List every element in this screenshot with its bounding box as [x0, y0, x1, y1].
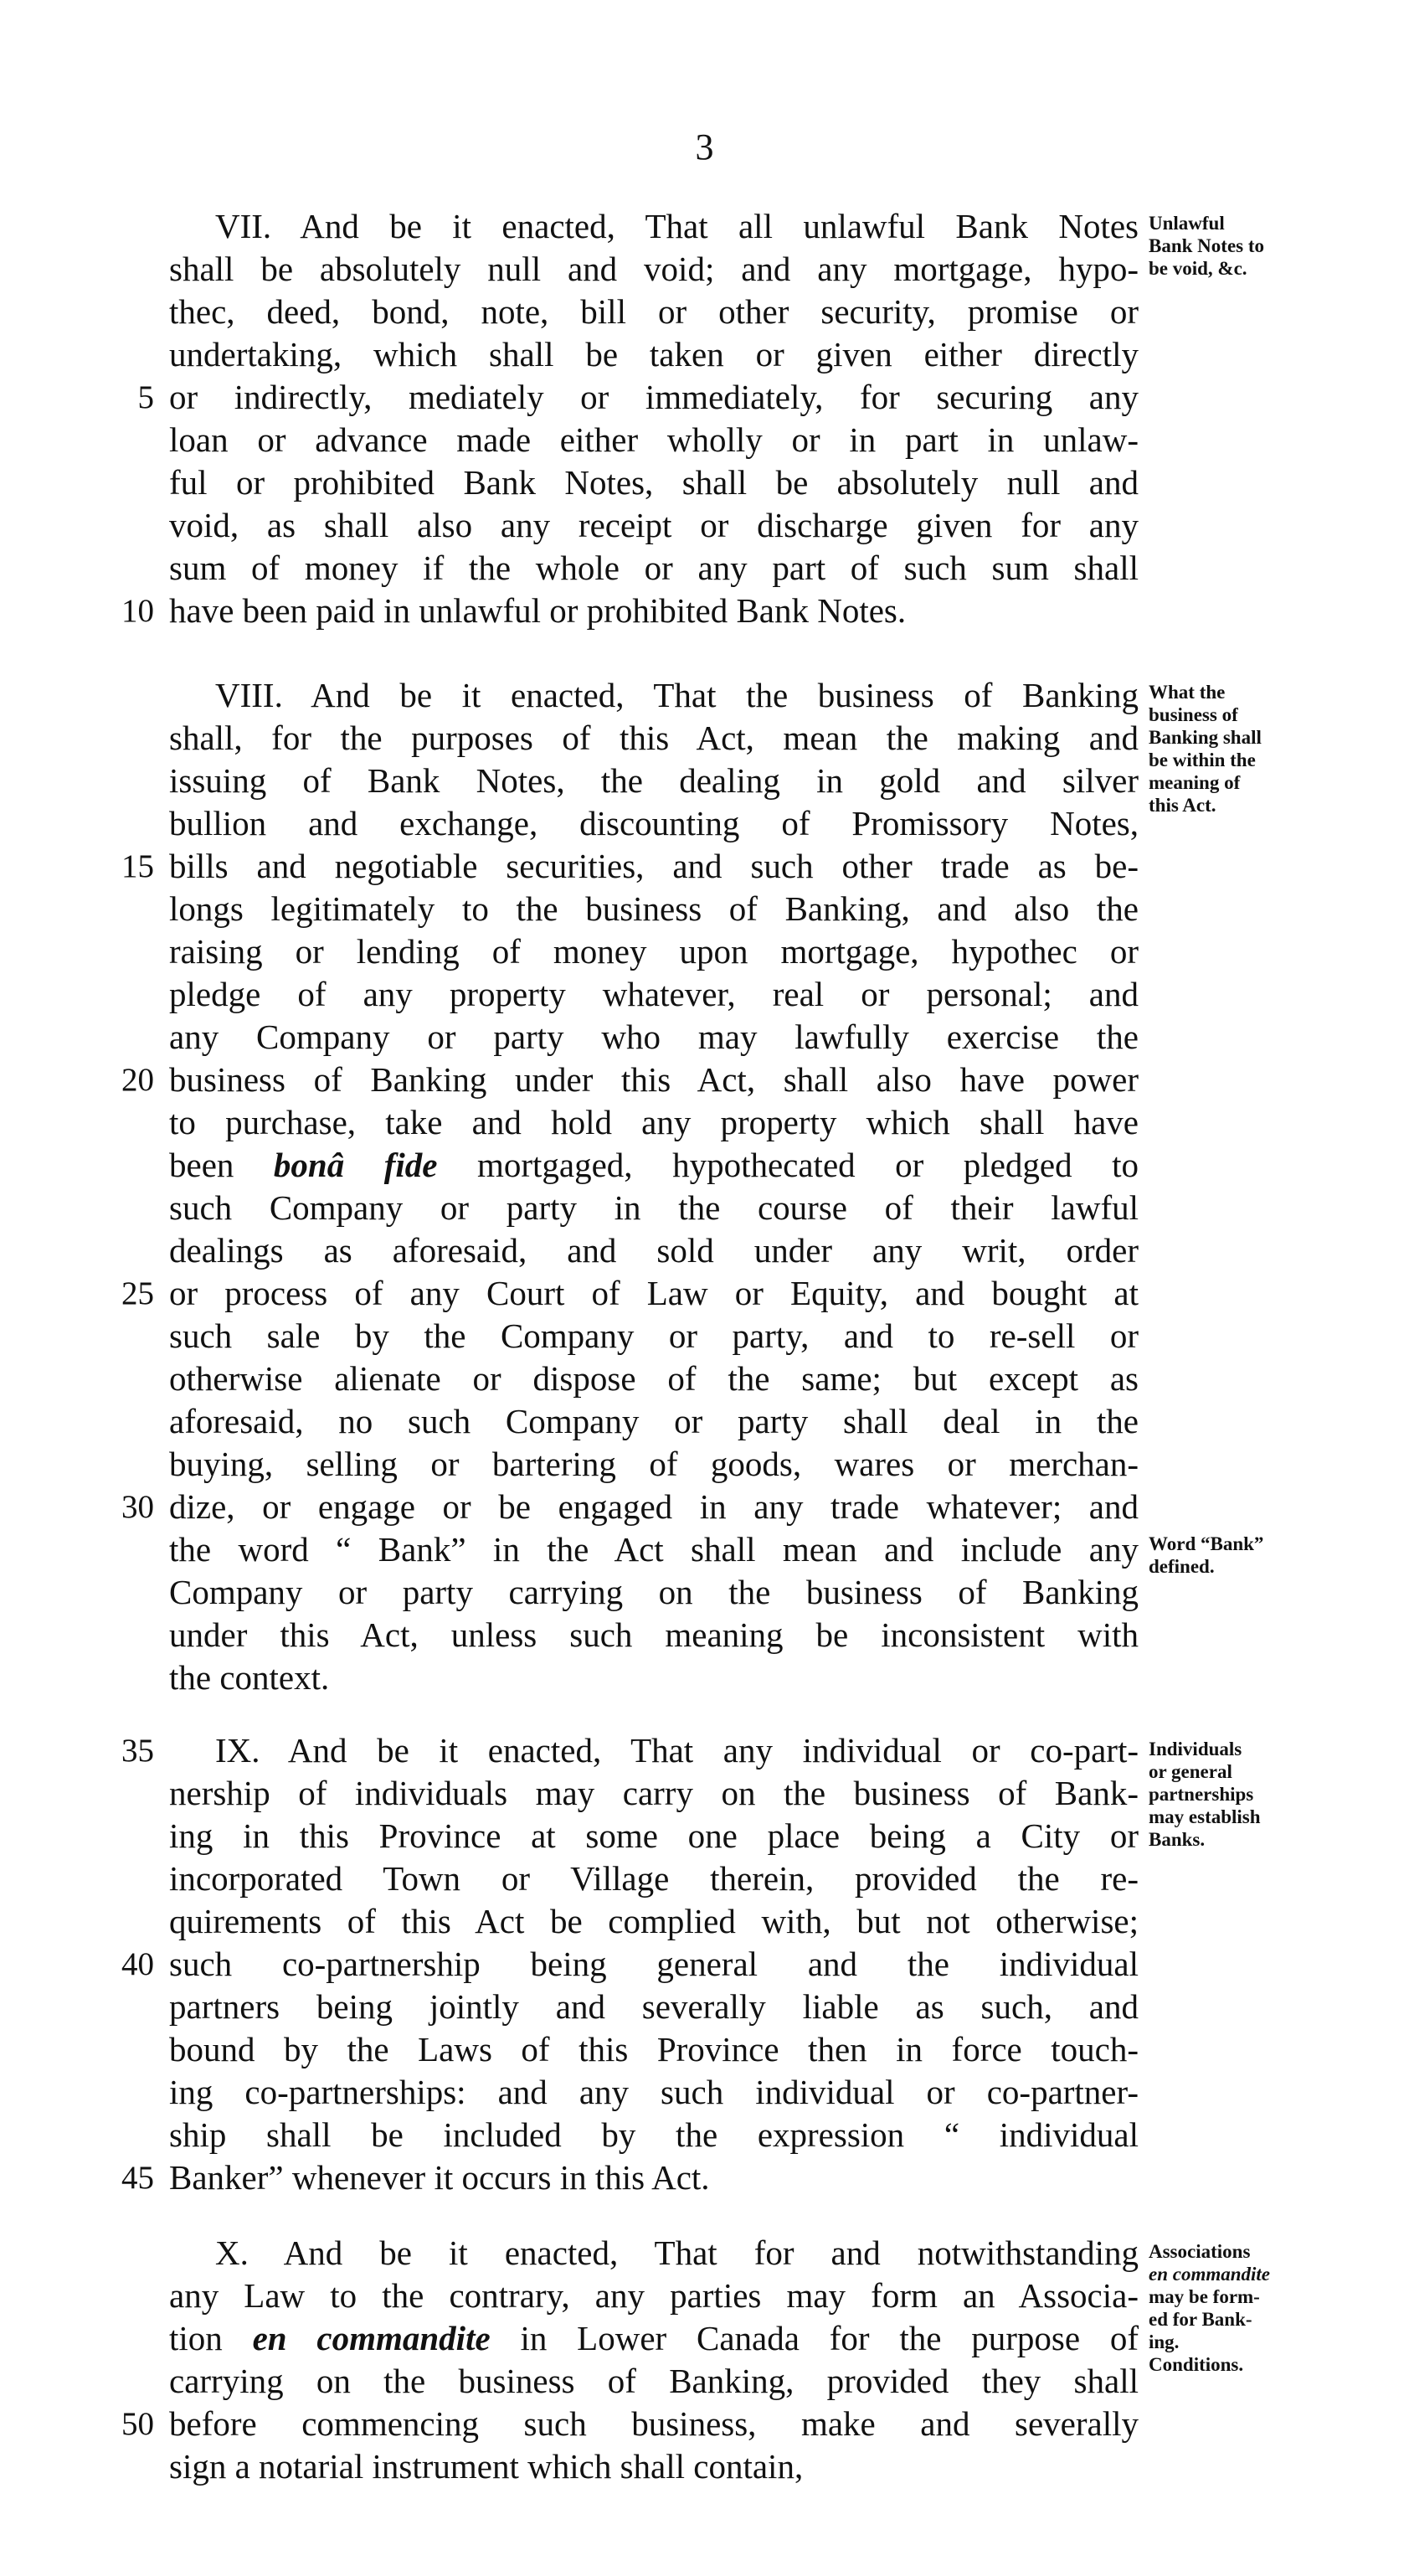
text-line	[100, 1571, 1139, 1614]
line-number: 45	[121, 2160, 154, 2196]
margin-note-line: this Act.	[1149, 795, 1216, 816]
text-line	[100, 2360, 1139, 2403]
line-text: issuing of Bank Notes, the dealing in gold and silver	[169, 761, 1139, 800]
line-text: to purchase, take and hold any property which shall have	[169, 1103, 1139, 1141]
line-number: 40	[121, 1946, 154, 1982]
line-text	[169, 1144, 1139, 1187]
text-line	[100, 760, 1139, 802]
section-2	[100, 674, 1139, 1699]
margin-note	[1149, 2240, 1358, 2376]
line-text: shall, for the purposes of this Act, mean the making and	[169, 719, 1139, 757]
line-text: the word “ Bank” in the Act shall mean and include any	[169, 1530, 1139, 1569]
text-line	[100, 1144, 1139, 1187]
margin-note-line: Individuals	[1149, 1739, 1242, 1759]
text-line	[100, 2114, 1139, 2156]
text-line	[100, 376, 1139, 419]
text-line	[100, 419, 1139, 461]
margin-note-line: What the	[1149, 682, 1226, 703]
line-text: Company or party carrying on the business of Banking	[169, 1573, 1139, 1611]
line-text: Banker” whenever it occurs in this Act.	[169, 2158, 710, 2197]
line-number: 10	[121, 593, 154, 629]
text-line	[100, 1016, 1139, 1059]
text-line	[100, 674, 1139, 717]
line-text: ful or prohibited Bank Notes, shall be absolutely null and	[169, 463, 1139, 502]
margin-note-line: Bank Notes to	[1149, 235, 1265, 256]
text-line	[100, 1815, 1139, 1857]
text-line	[100, 1443, 1139, 1486]
text-line	[100, 1101, 1139, 1144]
section-4	[100, 2232, 1139, 2488]
line-text: quirements of this Act be complied with, but not otherwise;	[169, 1902, 1139, 1940]
text-line	[100, 1614, 1139, 1656]
italic-term: bonâ fide	[273, 1146, 438, 1184]
margin-note-line: Banking shall	[1149, 727, 1262, 748]
line-text: otherwise alienate or dispose of the same; but except as	[169, 1359, 1139, 1398]
line-text: sum of money if the whole or any part of such sum shall	[169, 549, 1139, 587]
line-number: 50	[121, 2406, 154, 2442]
text-line	[100, 2028, 1139, 2071]
line-text: loan or advance made either wholly or in part in unlaw-	[169, 420, 1139, 459]
line-number: 15	[121, 848, 154, 884]
text-line	[100, 1272, 1139, 1315]
text-line	[100, 590, 1139, 632]
line-text: or indirectly, mediately or immediately, for securing any	[169, 378, 1139, 416]
margin-note-line: Word “Bank”	[1149, 1533, 1264, 1554]
line-text: incorporated Town or Village therein, provided the re-	[169, 1859, 1139, 1898]
line-text: pledge of any property whatever, real or personal; and	[169, 975, 1139, 1013]
margin-note	[1149, 1533, 1358, 1578]
page-number: 3	[695, 126, 714, 167]
line-text: VIII. And be it enacted, That the business of Banking	[215, 676, 1139, 714]
line-text: any Law to the contrary, any parties may form an Associa-	[169, 2276, 1139, 2315]
margin-note-line: ed for Bank-	[1149, 2309, 1252, 2330]
line-text: IX. And be it enacted, That any individual or co-part-	[215, 1731, 1139, 1770]
text-line	[100, 1486, 1139, 1528]
text-line	[100, 1187, 1139, 1229]
line-text: sign a notarial instrument which shall contain,	[169, 2447, 804, 2486]
text-line	[100, 717, 1139, 760]
line-text: or process of any Court of Law or Equity, and bought at	[169, 1274, 1139, 1312]
line-text: VII. And be it enacted, That all unlawful Bank Notes	[215, 207, 1139, 245]
line-text-part: been	[169, 1146, 274, 1184]
line-text	[169, 2317, 1139, 2360]
line-text: any Company or party who may lawfully exercise the	[169, 1018, 1139, 1056]
line-text: buying, selling or bartering of goods, wares or merchan-	[169, 1445, 1139, 1483]
text-line	[100, 1986, 1139, 2028]
line-number: 5	[137, 379, 154, 415]
line-text: the context.	[169, 1658, 330, 1697]
text-line	[100, 930, 1139, 973]
margin-note-line: en commandite	[1149, 2264, 1271, 2285]
text-line	[100, 802, 1139, 845]
line-text: dize, or engage or be engaged in any trade whatever; and	[169, 1487, 1139, 1526]
text-line	[100, 888, 1139, 930]
margin-note-line: Banks.	[1149, 1829, 1206, 1850]
line-text: raising or lending of money upon mortgage, hypothec or	[169, 932, 1139, 971]
text-line	[100, 2071, 1139, 2114]
text-line	[100, 2403, 1139, 2445]
margin-note-line: meaning of	[1149, 772, 1241, 793]
line-text-part: tion	[169, 2319, 253, 2357]
text-line	[100, 1229, 1139, 1272]
text-line	[100, 1400, 1139, 1443]
margin-note-line: defined.	[1149, 1556, 1215, 1577]
line-number: 35	[121, 1733, 154, 1769]
text-line	[100, 1358, 1139, 1400]
text-line	[100, 1857, 1139, 1900]
line-text: undertaking, which shall be taken or given either directly	[169, 335, 1139, 374]
line-text-part: mortgaged, hypothecated or pledged to	[437, 1146, 1139, 1184]
text-line	[100, 1900, 1139, 1943]
margin-note-line: business of	[1149, 704, 1238, 725]
text-line	[100, 1772, 1139, 1815]
line-text: have been paid in unlawful or prohibited Bank Notes.	[169, 591, 907, 630]
text-line	[100, 248, 1139, 291]
margin-note	[1149, 681, 1358, 817]
line-text: void, as shall also any receipt or discharge given for any	[169, 506, 1139, 544]
margin-note-line: be void, &c.	[1149, 258, 1247, 279]
text-line	[100, 1729, 1139, 1772]
text-line	[100, 333, 1139, 376]
text-line	[100, 1943, 1139, 1986]
line-text: business of Banking under this Act, shall also have power	[169, 1060, 1139, 1099]
line-text: ing in this Province at some one place being a City or	[169, 1816, 1139, 1855]
line-number: 30	[121, 1489, 154, 1525]
margin-note-line: may establish	[1149, 1806, 1261, 1827]
text-line	[100, 1315, 1139, 1358]
line-text: before commencing such business, make and severally	[169, 2404, 1139, 2443]
line-text-part: in Lower Canada for the purpose of	[490, 2319, 1139, 2357]
line-text: such sale by the Company or party, and to re-sell or	[169, 1316, 1139, 1355]
section-3	[100, 1729, 1139, 2199]
text-line	[100, 2445, 1139, 2488]
text-line	[100, 2156, 1139, 2199]
margin-note-line: Conditions.	[1149, 2354, 1244, 2375]
text-line	[100, 845, 1139, 888]
line-text: thec, deed, bond, note, bill or other security, promise or	[169, 292, 1139, 331]
margin-note-line: ing.	[1149, 2331, 1180, 2352]
text-line	[100, 291, 1139, 333]
line-text: aforesaid, no such Company or party shall deal in the	[169, 1402, 1139, 1440]
line-text: shall be absolutely null and void; and any mortgage, hypo-	[169, 250, 1139, 288]
line-text: ing co-partnerships: and any such individual or co-partner-	[169, 2073, 1139, 2111]
text-line	[100, 205, 1139, 248]
line-number: 25	[121, 1275, 154, 1311]
text-line	[100, 973, 1139, 1016]
margin-note-line: Unlawful	[1149, 213, 1225, 234]
text-line	[100, 1656, 1139, 1699]
section-1	[100, 205, 1139, 632]
line-text: under this Act, unless such meaning be inconsistent with	[169, 1615, 1139, 1654]
line-text: such Company or party in the course of their lawful	[169, 1188, 1139, 1227]
text-line	[100, 2275, 1139, 2317]
line-text: carrying on the business of Banking, provided they shall	[169, 2362, 1139, 2400]
text-line	[100, 2317, 1139, 2360]
margin-note-line: be within the	[1149, 750, 1256, 770]
line-text: nership of individuals may carry on the business of Bank-	[169, 1774, 1139, 1812]
line-text: longs legitimately to the business of Banking, and also the	[169, 889, 1139, 928]
margin-note-line: Associations	[1149, 2241, 1251, 2262]
line-text: bills and negotiable securities, and such other trade as be-	[169, 847, 1139, 885]
margin-note-line: partnerships	[1149, 1784, 1254, 1805]
text-line	[100, 1528, 1139, 1571]
line-text: such co-partnership being general and the individual	[169, 1945, 1139, 1983]
line-text: bound by the Laws of this Province then in force touch-	[169, 2030, 1139, 2069]
line-text: X. And be it enacted, That for and notwithstanding	[215, 2233, 1139, 2272]
text-line	[100, 1059, 1139, 1101]
line-text: bullion and exchange, discounting of Promissory Notes,	[169, 804, 1139, 842]
margin-note	[1149, 1738, 1358, 1851]
line-number: 20	[121, 1062, 154, 1098]
text-line	[100, 461, 1139, 504]
line-text: ship shall be included by the expression “ individual	[169, 2115, 1139, 2154]
margin-note-line: or general	[1149, 1761, 1232, 1782]
line-text: partners being jointly and severally liable as such, and	[169, 1987, 1139, 2026]
text-line	[100, 2232, 1139, 2275]
margin-note-line: may be form-	[1149, 2286, 1260, 2307]
text-line	[100, 504, 1139, 547]
text-line	[100, 547, 1139, 590]
italic-term: en commandite	[252, 2319, 491, 2357]
line-text: dealings as aforesaid, and sold under any writ, order	[169, 1231, 1139, 1270]
margin-note	[1149, 212, 1358, 280]
